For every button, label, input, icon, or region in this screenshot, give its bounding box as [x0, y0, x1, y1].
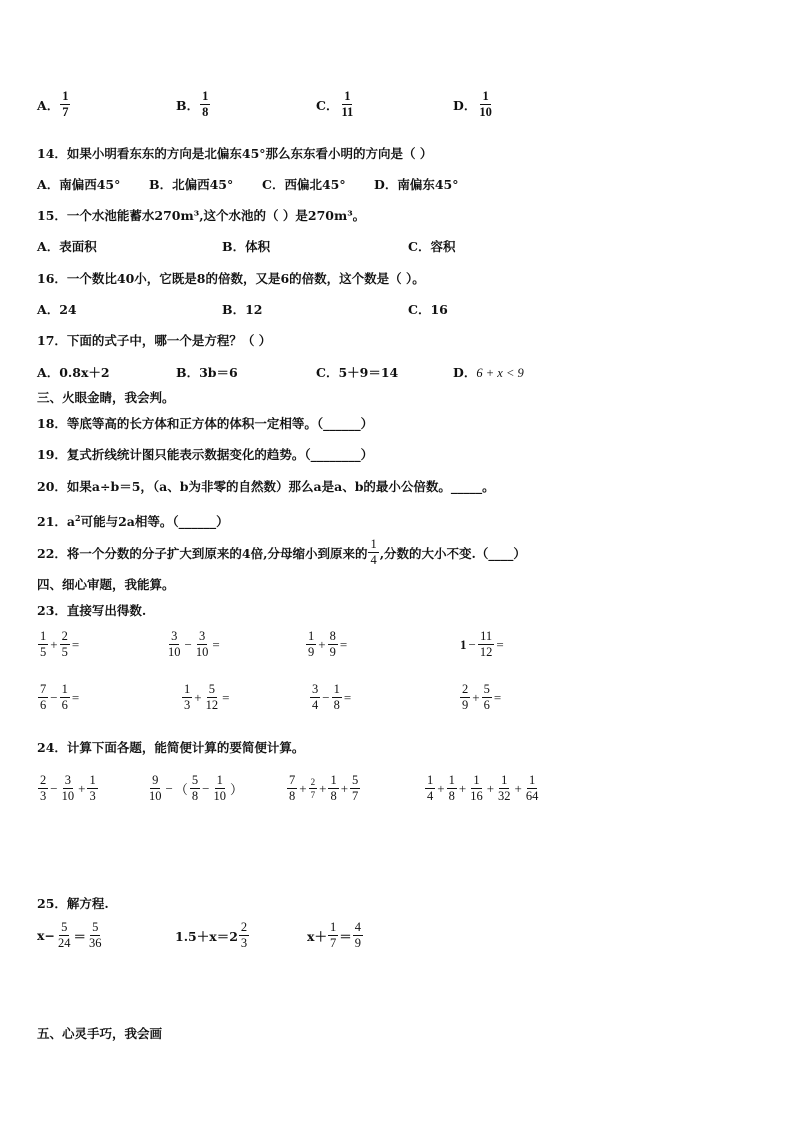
inequality-expression: 6 + x < 9 — [476, 366, 524, 380]
question-21: 21．$a^2$可能与2a相等。（______） — [37, 513, 229, 530]
q24-expression: 1 4 + $\frac{1}{8}$ + $\frac{1}{16}$ + $\frac{1}{32}$ + $\frac{1}{64}$ — [427, 773, 539, 803]
q15-option-a: A．表面积 — [37, 239, 97, 254]
q13-option-d: D． 1 10 — [453, 89, 492, 119]
q13-option-b: B． 1 8 — [176, 89, 209, 119]
q14-option-c: C．西偏北45° — [262, 177, 346, 192]
fraction: 1 11 — [341, 89, 354, 119]
question-19: 19．复式折线统计图只能表示数据变化的趋势。（________） — [37, 447, 374, 462]
question-22: 22．将一个分数的分子扩大到原来的4倍,分母缩小到原来的 1 4 ,分数的大小不变.（____） — [37, 537, 526, 567]
section-4-heading: 四、细心审题，我能算。 — [37, 577, 175, 592]
q23-expression: 1 5 + $\frac{2}{5}$ = — [40, 629, 80, 659]
q25-equation: x− $\frac{5}{24}$ ＝ 5 36 — [37, 920, 102, 950]
q23-expression: 1 − $\frac{11}{12}$ = — [460, 629, 504, 659]
q17-option-b: B．3b＝6 — [176, 365, 238, 380]
q24-expression: 2 3 − $\frac{3}{10}$ + $\frac{1}{3}$ — [40, 773, 96, 803]
q24-expression: 9 10 − （ 5 8 − $\frac{1}{10}$ ） — [149, 773, 243, 803]
section-3-heading: 三、火眼金睛，我会判。 — [37, 390, 175, 405]
fraction: 1 8 — [202, 89, 209, 119]
q14-option-d: D．南偏东45° — [374, 177, 459, 192]
q17-option-a: A．0.8x＋2 — [37, 365, 110, 380]
q17-option-c: C．5＋9＝14 — [316, 365, 399, 380]
q24-expression: 7 8 + $\frac{2}{7}$ + $\frac{1}{8}$ + $\frac{5}{7}$ — [289, 773, 359, 803]
question-23-title: 23．直接写出得数. — [37, 603, 147, 618]
q16-option-a: A．24 — [37, 302, 77, 317]
q16-option-b: B．12 — [222, 302, 263, 317]
q13-option-a: A． 1 7 — [37, 89, 69, 119]
fraction: 1 10 — [479, 89, 492, 119]
section-5-heading: 五、心灵手巧，我会画 — [37, 1026, 163, 1041]
q23-expression: 1 3 + $\frac{5}{12}$ = — [184, 682, 230, 712]
q13-option-c: C． 1 11 — [316, 89, 354, 119]
q23-expression: 3 10 − $\frac{3}{10}$ = — [168, 629, 220, 659]
question-20: 20．如果a÷b＝5，（a、b为非零的自然数）那么a是a、b的最小公倍数。_____。 — [37, 479, 495, 494]
question-24-title: 24．计算下面各题，能简便计算的要简便计算。 — [37, 740, 305, 755]
q17-option-d: D．6 + x < 9 — [453, 365, 524, 380]
q14-option-a: A．南偏西45° — [37, 177, 121, 192]
question-25-title: 25．解方程. — [37, 896, 109, 911]
fraction: 1 4 — [370, 537, 377, 567]
q14-option-b: B．北偏西45° — [149, 177, 234, 192]
question-16: 16．一个数比40小，它既是8的倍数，又是6的倍数，这个数是（ ）。 — [37, 271, 425, 286]
q23-expression: 2 9 + $\frac{5}{6}$ = — [462, 682, 502, 712]
q25-equation: x＋ 1 7 ＝ 4 9 — [307, 920, 361, 950]
q23-expression: 1 9 + $\frac{8}{9}$ = — [308, 629, 348, 659]
question-14: 14．如果小明看东东的方向是北偏东45°那么东东看小明的方向是（ ） — [37, 146, 433, 161]
fraction: 1 7 — [62, 89, 69, 119]
q23-expression: 7 6 − $\frac{1}{6}$ = — [40, 682, 80, 712]
question-18: 18．等底等高的长方体和正方体的体积一定相等。（______） — [37, 416, 374, 431]
question-15: 15．一个水池能蓄水270m³,这个水池的（ ）是270m³。 — [37, 208, 366, 223]
question-17: 17．下面的式子中，哪一个是方程？（ ） — [37, 333, 272, 348]
q16-option-c: C．16 — [408, 302, 448, 317]
q23-expression: 3 4 − $\frac{1}{8}$ = — [312, 682, 352, 712]
q15-option-b: B．体积 — [222, 239, 271, 254]
q25-equation: 1.5＋x＝2 2 3 — [175, 920, 248, 950]
q15-option-c: C．容积 — [408, 239, 456, 254]
